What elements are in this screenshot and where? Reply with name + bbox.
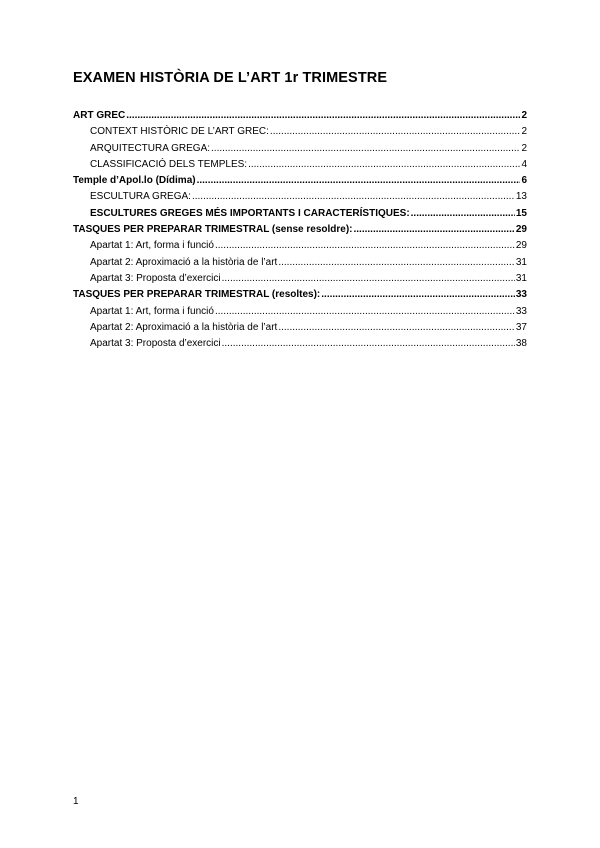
toc-entry[interactable] [73,224,527,240]
toc-entry[interactable] [73,143,527,159]
toc-entry-page: 33 [515,305,527,317]
toc-leader-dots [215,240,515,251]
toc-entry-title: ART GREC [73,110,126,121]
document-title: EXAMEN HISTÒRIA DE L’ART 1r TRIMESTRE [73,70,388,86]
toc-leader-dots [222,338,515,349]
toc-entry-page: 2 [521,142,527,154]
toc-entry-title: ESCULTURES GREGES MÉS IMPORTANTS I CARACTERÍSTIQUES: [90,207,410,219]
toc-leader-dots [278,322,515,333]
toc-entry-page: 4 [521,158,527,170]
toc-leader-dots [321,289,515,300]
toc-leader-dots [411,208,515,219]
toc-entry[interactable] [73,289,527,305]
toc-entry-title: TASQUES PER PREPARAR TRIMESTRAL (sense resoldre): [73,224,353,236]
toc-entry-title: Apartat 3: Proposta d’exercici [90,272,221,284]
toc-leader-dots [215,306,515,317]
toc-entry-title: CONTEXT HISTÒRIC DE L’ART GREC: [90,126,269,138]
toc-entry-page: 15 [515,207,527,219]
toc-entry-page: 13 [515,191,527,203]
toc-entry-page: 2 [521,126,527,138]
toc-entry-page: 31 [515,256,527,268]
toc-entry-title: ARQUITECTURA GREGA: [90,142,211,154]
toc-entry[interactable] [73,110,527,126]
toc-entry-page: 29 [515,240,527,252]
toc-leader-dots [197,175,521,186]
toc-leader-dots [192,191,515,202]
toc-entry[interactable] [73,191,527,207]
toc-entry[interactable] [73,159,527,175]
toc-entry[interactable] [73,338,527,354]
toc-leader-dots [211,143,520,154]
toc-entry-page: 2 [521,110,527,121]
toc-leader-dots [248,159,520,170]
toc-entry[interactable] [73,208,527,224]
toc-entry[interactable] [73,126,527,142]
table-of-contents [73,110,527,354]
toc-entry[interactable] [73,273,527,289]
toc-entry-page: 38 [515,338,527,350]
toc-entry-page: 31 [515,272,527,284]
toc-leader-dots [354,224,515,235]
toc-leader-dots [270,126,521,137]
toc-entry-title: CLASSIFICACIÓ DELS TEMPLES: [90,158,248,170]
toc-leader-dots [278,257,515,268]
toc-entry-page: 33 [515,289,527,301]
toc-entry-title: ESCULTURA GREGA: [90,191,191,203]
toc-entry-title: Apartat 3: Proposta d’exercici [90,338,221,350]
toc-entry[interactable] [73,306,527,322]
toc-entry[interactable] [73,240,527,256]
toc-entry-title: TASQUES PER PREPARAR TRIMESTRAL (resoltes): [73,289,321,301]
toc-leader-dots [222,273,515,284]
toc-entry[interactable] [73,257,527,273]
toc-entry-title: Apartat 2: Aproximació a la història de l’art [90,256,278,268]
toc-entry-page: 6 [521,175,527,187]
page-number: 1 [73,796,79,807]
toc-entry-title: Apartat 2: Aproximació a la història de l’art [90,321,278,333]
toc-entry-title: Temple d’Apol.lo (Dídima) [73,175,196,187]
toc-leader-dots [126,110,520,121]
toc-entry-page: 37 [515,321,527,333]
toc-entry-title: Apartat 1: Art, forma i funció [90,240,214,252]
toc-entry-title: Apartat 1: Art, forma i funció [90,305,214,317]
toc-entry-page: 29 [515,224,527,236]
toc-entry[interactable] [73,322,527,338]
toc-entry[interactable] [73,175,527,191]
